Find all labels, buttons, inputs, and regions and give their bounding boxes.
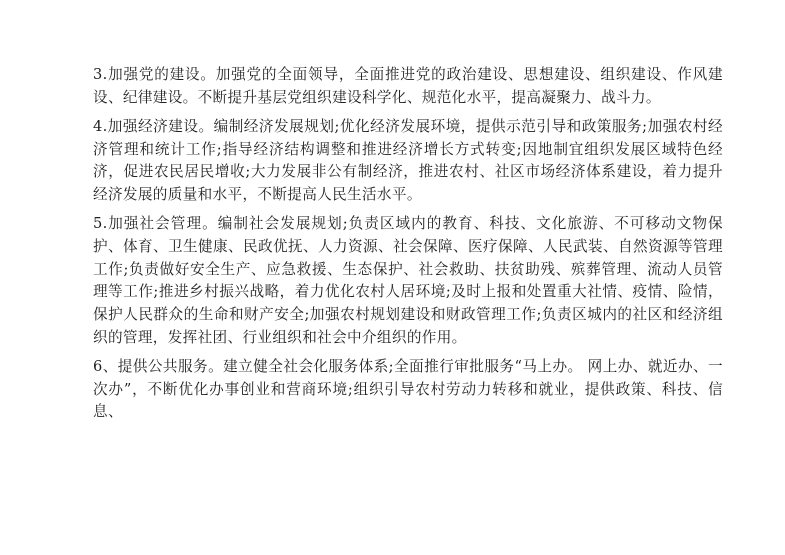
document-body bbox=[93, 64, 723, 431]
paragraph-social-management: 5.加强社会管理。编制社会发展规划;负责区域内的教育、科技、文化旅游、不可移动文物保护、体育、卫生健康、民政优抚、人力资源、社会保障、医疗保障、人民武装、自然资源等管理工作;负责做好安全生产、应急救援、生态保护、社会救助、扶贫助残、殡葬管理、流动人员管理等工作;推进乡村振兴战略，着力优化农村人居环境;及时上报和处置重大社情、疫情、险情，保护人民群众的生命和财产安全;加强农村规划建设和财政管理工作;负责区城内的社区和经济组织的管理，发挥社团、行业组织和社会中介组织的作用。 bbox=[93, 215, 723, 346]
paragraph-economic-construction: 4.加强经济建设。编制经济发展规划;优化经济发展环境，提供示范引导和政策服务;加强农村经济管理和统计工作;指导经济结构调整和推进经济增长方式转变;因地制宜组织发展区域特色经济，促进农民居民增收;大力发展非公有制经济，推进农村、社区市场经济体系建设，着力提升经济发展的质量和水平，不断提高人民生活水平。 bbox=[93, 117, 723, 204]
paragraph-public-services: 6、提供公共服务。建立健全社会化服务体系;全面推行审批服务“马上办。 网上办、就近办、一次办”，不断优化办事创业和营商环境;组织引导农村劳动力转移和就业，提供政策、科技、信息、 bbox=[93, 357, 723, 421]
paragraph-party-building: 3.加强党的建设。加强党的全面领导，全面推进党的政治建设、思想建设、组织建设、作风建设、纪律建设。不断提升基层党组织建设科学化、规范化水平，提高凝聚力、战斗力。 bbox=[93, 66, 723, 106]
